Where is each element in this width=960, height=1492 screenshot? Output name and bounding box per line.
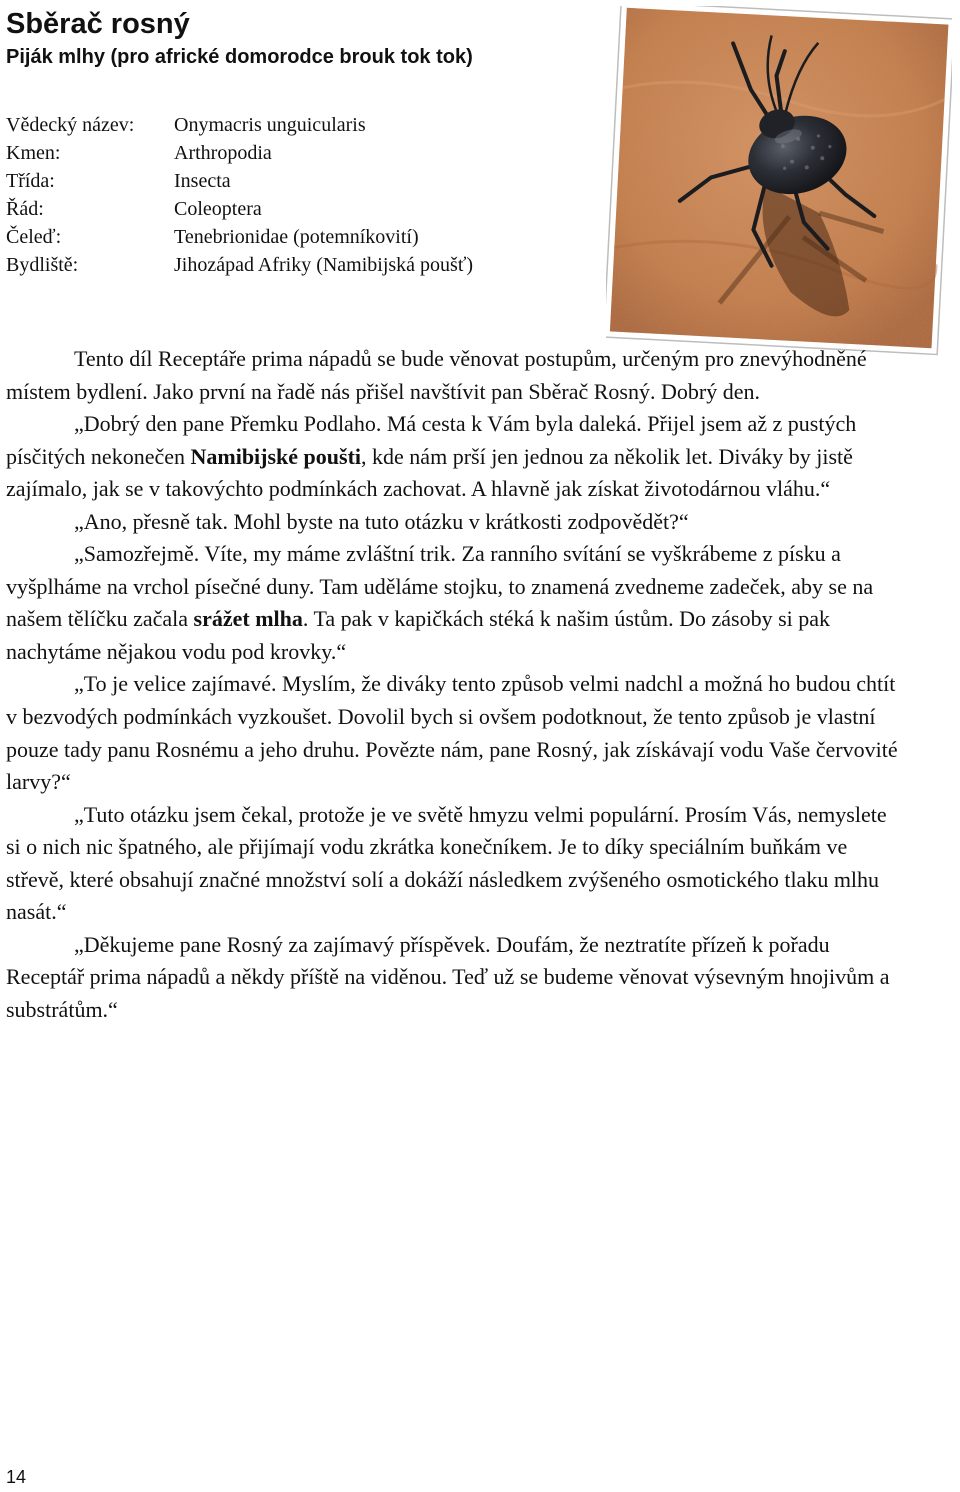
beetle-photo bbox=[606, 6, 952, 356]
taxonomy-table bbox=[6, 111, 473, 279]
taxonomy-value: Insecta bbox=[174, 170, 231, 192]
article-paragraph: Tento díl Receptáře prima nápadů se bude věnovat postupům, určeným pro znevýhodněné místem bydlení. Jako první na řadě nás přišel navštívit pan Sběrač Rosný. Dobrý den. bbox=[6, 346, 867, 404]
page-title: Sběrač rosný bbox=[6, 8, 190, 40]
beetle-photo-illustration bbox=[606, 6, 952, 356]
text-run: „Samozřejmě. Víte, my máme zvláštní trik. Za ranního svítání se vyškrábeme z písku a vyšplháme na vrchol písečné duny. Tam uděláme stojku, to znamená zvedneme zadeček, aby se na našem tělíčku začala bbox=[6, 541, 874, 632]
article-paragraph bbox=[6, 408, 906, 506]
taxonomy-value: Onymacris unguicularis bbox=[174, 114, 366, 136]
taxonomy-label: Čeleď: bbox=[6, 226, 62, 248]
article-body bbox=[6, 343, 906, 1026]
page-subtitle: Piják mlhy (pro africké domorodce brouk tok tok) bbox=[6, 46, 473, 68]
taxonomy-label: Kmen: bbox=[6, 142, 61, 164]
taxonomy-row-class bbox=[6, 167, 473, 195]
taxonomy-row-scientific-name bbox=[6, 111, 473, 139]
article-paragraph: „To je velice zajímavé. Myslím, že diváky tento způsob velmi nadchl a možná ho budou chtít v bezvodých podmínkách vyzkoušet. Dovolil bych si ovšem podotknout, že tento způsob je vlastní pouze tady panu Rosnému a jeho druhu. Povězte nám, pane Rosný, jak získávají vodu Vaše červovité larvy?“ bbox=[6, 671, 898, 795]
taxonomy-label: Vědecký název: bbox=[6, 114, 135, 136]
article-paragraph bbox=[6, 538, 906, 668]
taxonomy-row-order bbox=[6, 195, 473, 223]
taxonomy-row-phylum bbox=[6, 139, 473, 167]
text-run: . Ta pak v kapičkách stéká k našim ústům. Do zásoby si pak nachytáme nějakou vodu pod krovky.“ bbox=[6, 606, 831, 664]
taxonomy-value: Arthropodia bbox=[174, 142, 272, 164]
article-paragraph: „Děkujeme pane Rosný za zajímavý příspěvek. Doufám, že neztratíte přízeň k pořadu Receptář prima nápadů a někdy příště na viděnou. Teď už se budeme věnovat výsevným hnojivům a substrátům.“ bbox=[6, 931, 890, 1022]
bold-text-run: srážet mlha bbox=[193, 606, 303, 632]
text-run: , kde nám prší jen jednou za několik let. Diváky by jistě zajímalo, jak se v takovýchto podmínkách zachovat. A hlavně jak získat životodárnou vláhu.“ bbox=[6, 443, 853, 502]
taxonomy-value: Tenebrionidae (potemníkovití) bbox=[174, 226, 419, 248]
taxonomy-row-habitat bbox=[6, 251, 473, 279]
taxonomy-label: Třída: bbox=[6, 170, 55, 192]
taxonomy-label: Řád: bbox=[6, 198, 44, 220]
page-number: 14 bbox=[6, 1467, 27, 1487]
article-paragraph: „Tuto otázku jsem čekal, protože je ve světě hmyzu velmi populární. Prosím Vás, nemyslete si o nich nic špatného, ale přijímají vodu zkrátka konečníkem. Je to díky speciálním buňkám ve střevě, které obsahují značné množství solí a dokáží následkem zvýšeného osmotického tlaku mlhu nasát.“ bbox=[6, 801, 887, 925]
taxonomy-value: Jihozápad Afriky (Namibijská poušť) bbox=[174, 254, 474, 276]
taxonomy-value: Coleoptera bbox=[174, 198, 262, 220]
article-paragraph: „Ano, přesně tak. Mohl byste na tuto otázku v krátkosti zodpovědět?“ bbox=[74, 508, 689, 534]
taxonomy-row-family bbox=[6, 223, 473, 251]
taxonomy-label: Bydliště: bbox=[6, 254, 79, 276]
bold-text-run: Namibijské poušti bbox=[190, 443, 362, 469]
text-run: „Dobrý den pane Přemku Podlaho. Má cesta k Vám byla daleká. Přijel jsem až z pustých písčitých nekonečen bbox=[6, 411, 857, 469]
